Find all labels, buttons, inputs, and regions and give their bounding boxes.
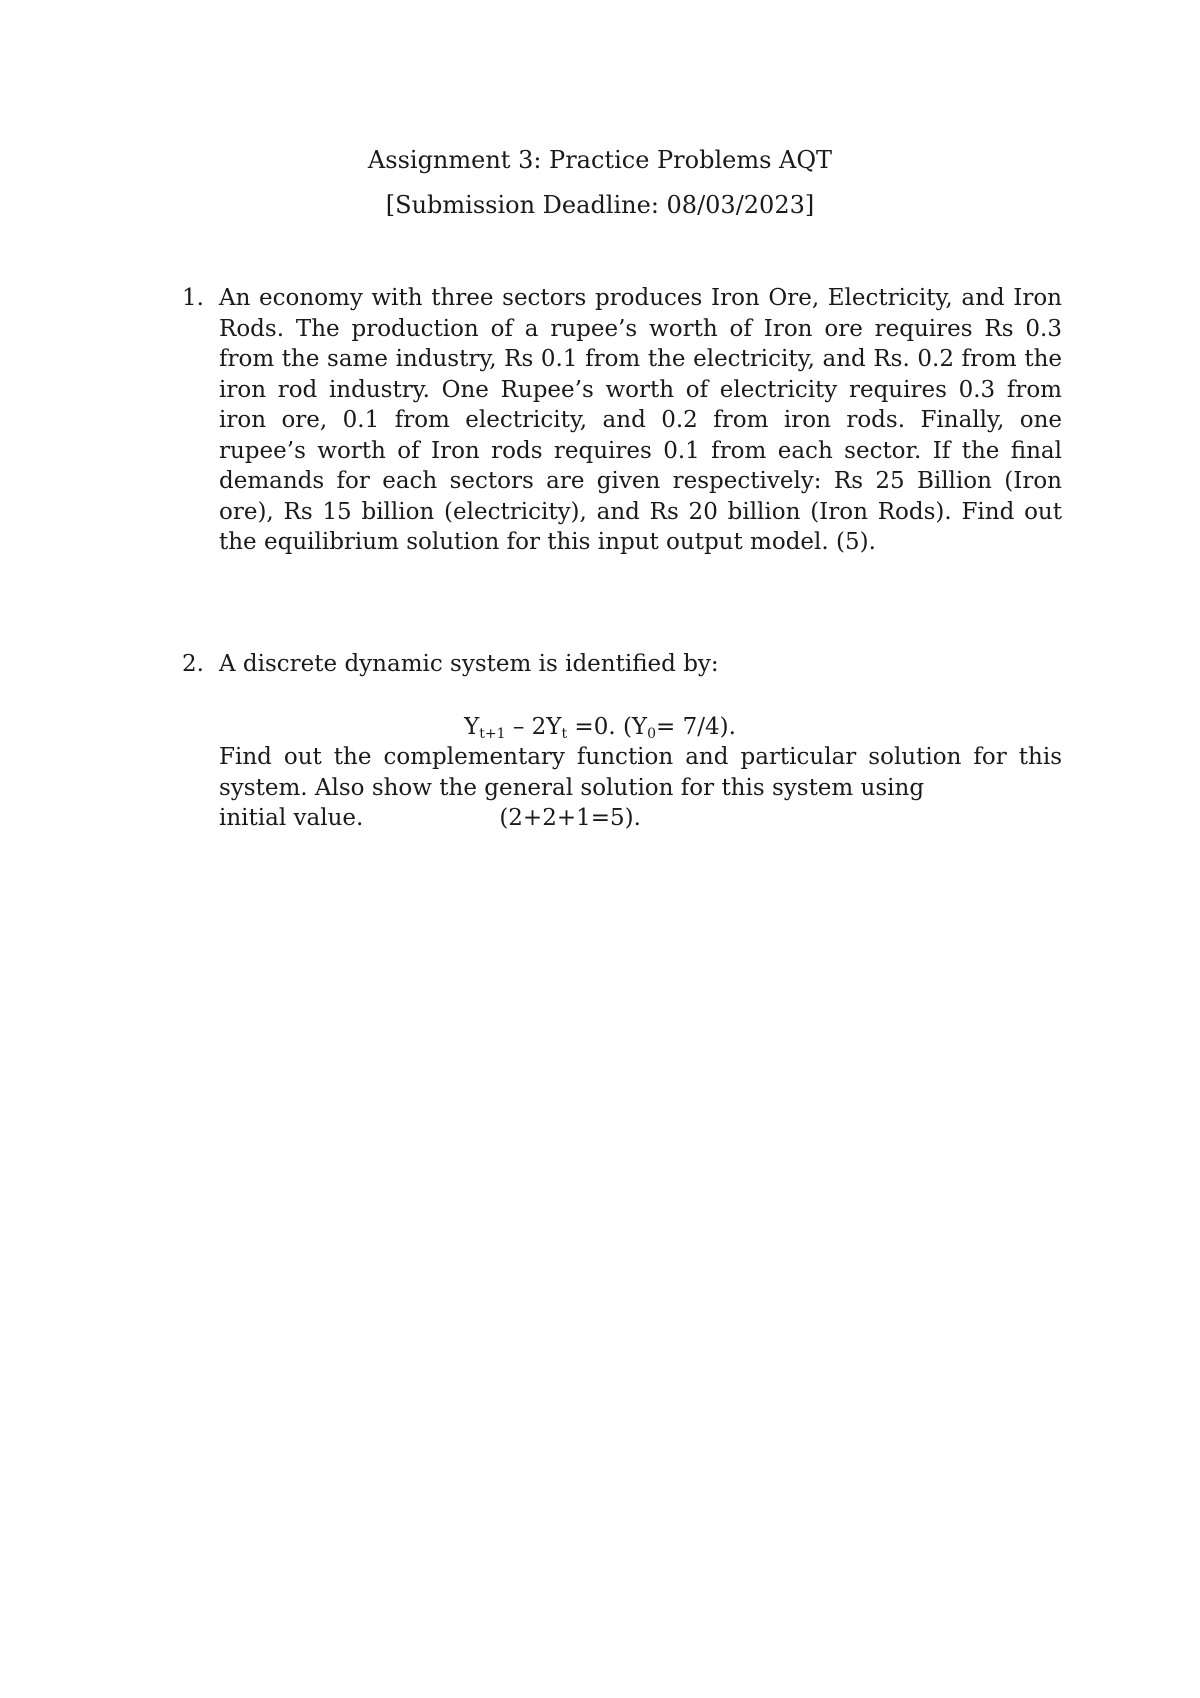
equation-subscript-t-plus-1: t+1 xyxy=(479,726,506,742)
submission-deadline: [Submission Deadline: 08/03/2023] xyxy=(385,191,815,219)
question-2-intro: A discrete dynamic system is identified by: xyxy=(219,651,719,677)
question-2-last-text: initial value. xyxy=(219,805,364,831)
question-2-marks: (2+2+1=5). xyxy=(499,805,641,831)
equation-subscript-0: 0 xyxy=(647,726,657,742)
question-2-last-line xyxy=(219,803,641,834)
question-2-number: 2. xyxy=(182,651,204,677)
question-2-text: Find out the complementary function and particular solution for this system. Also show the general solution for this system using xyxy=(219,744,1062,801)
equation-initial-condition: =0. (Y xyxy=(567,714,648,740)
equation-y-term: Y xyxy=(464,714,480,740)
equation-initial-value: = 7/4). xyxy=(656,714,736,740)
question-1-text: An economy with three sectors produces Iron Ore, Electricity, and Iron Rods. The production of a rupee’s worth of Iron ore requires Rs 0.3 from the same industry, Rs 0.1 from the electricity, and Rs. 0.2 from the iron rod industry. One Rupee’s worth of electricity requires 0.3 from iron ore, 0.1 from electricity, and 0.2 from iron rods. Finally, one rupee’s worth of Iron rods requires 0.1 from each sector. If the final demands for each sectors are given respectively: Rs 25 Billion (Iron ore), Rs 15 billion (electricity), and Rs 20 billion (Iron Rods). Find out the equilibrium solution for this input output model. (5). xyxy=(219,285,1062,555)
question-1-number: 1. xyxy=(182,285,204,311)
equation-subscript-t: t xyxy=(561,726,568,742)
equation-minus-term: – 2Y xyxy=(505,714,562,740)
assignment-title: Assignment 3: Practice Problems AQT xyxy=(367,146,833,174)
difference-equation xyxy=(0,712,1200,742)
